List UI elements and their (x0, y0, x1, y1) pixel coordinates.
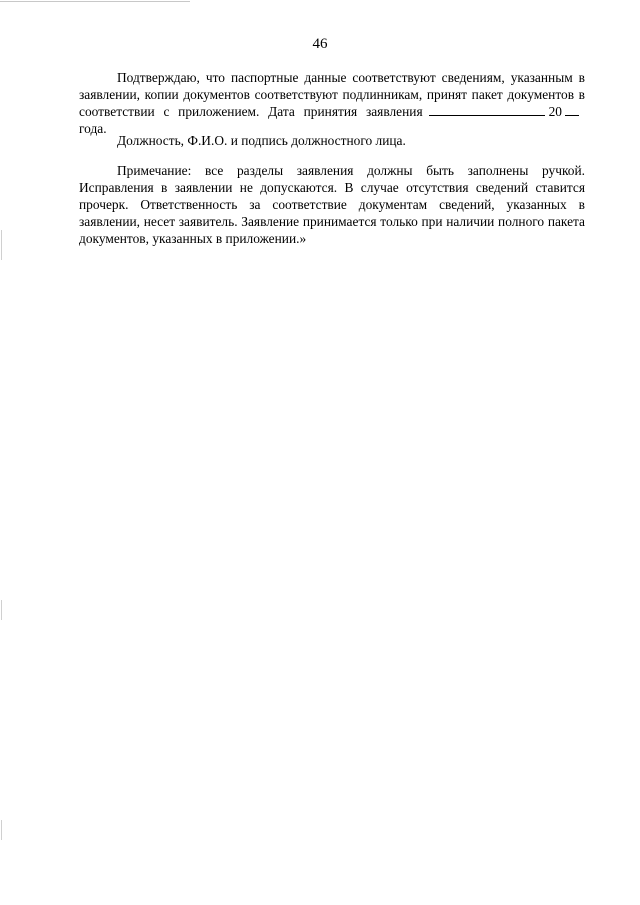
signature-line: Должность, Ф.И.О. и подпись должностного лица. (117, 133, 406, 148)
note-text: Примечание: все разделы заявления должны быть заполнены ручкой. Исправления в заявлении не допускаются. В случае отсутствия сведений ставится прочерк. Ответственность за соответствие документам сведений, указанных в заявлении, несет заявитель. Заявление принимается только при наличии полного пакета документов, указанных в приложении.» (79, 163, 585, 246)
note-paragraph (79, 162, 585, 247)
scan-edge-top (0, 1, 190, 2)
scan-edge-left (1, 230, 2, 260)
date-blank-line (429, 104, 545, 116)
page-number: 46 (312, 36, 328, 52)
scan-edge-left (1, 600, 2, 620)
scan-edge-left (1, 820, 2, 840)
signature-paragraph (79, 132, 585, 149)
confirmation-paragraph (79, 69, 585, 137)
year-prefix: 20 (548, 104, 562, 119)
year-blank-line (565, 104, 579, 116)
year-suffix: года. (79, 121, 107, 136)
confirmation-text: Подтверждаю, что паспортные данные соответствуют сведениям, указанным в заявлении, копии документов соответствуют подлинникам, принят пакет документов в соответствии с приложением. Дата принятия заявления (79, 70, 585, 119)
